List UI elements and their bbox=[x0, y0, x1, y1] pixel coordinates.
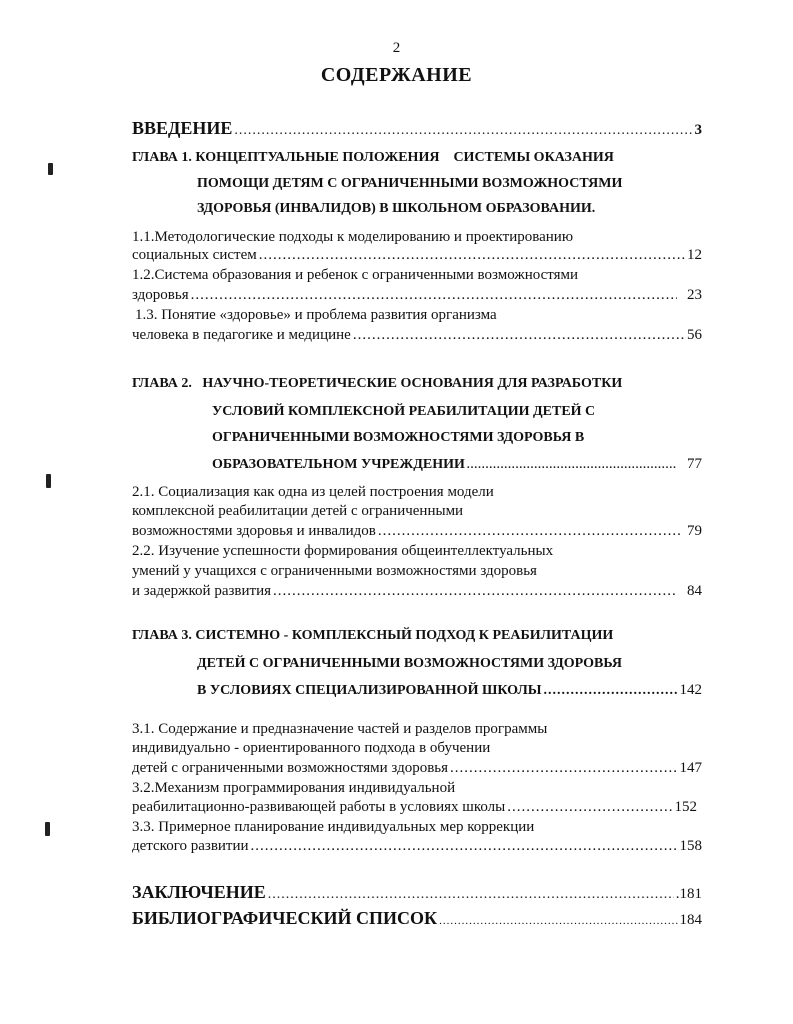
toc-entry-3-2[interactable] bbox=[132, 799, 697, 816]
toc-label: социальных систем bbox=[132, 247, 257, 263]
chapter-heading: ЗДОРОВЬЯ (ИНВАЛИДОВ) В ШКОЛЬНОМ ОБРАЗОВАНИИ. bbox=[197, 201, 596, 216]
chapter-heading[interactable]: ГЛАВА 1. КОНЦЕПТУАЛЬНЫЕ ПОЛОЖЕНИЯ СИСТЕМЫ ОКАЗАНИЯ bbox=[132, 150, 614, 165]
toc-page: 142 bbox=[679, 682, 702, 698]
toc-entry-1-1[interactable] bbox=[132, 247, 702, 264]
toc-page: 12 bbox=[687, 247, 702, 263]
toc-entry-chapter-3[interactable] bbox=[197, 682, 702, 699]
toc-entry-text[interactable]: 3.3. Примерное планирование индивидуальных мер коррекции bbox=[132, 819, 535, 835]
leader-dots bbox=[273, 583, 677, 600]
toc-entry-text[interactable]: 2.2. Изучение успешности формирования общеинтеллектуальных bbox=[132, 543, 554, 559]
toc-label: и задержкой развития bbox=[132, 583, 271, 599]
toc-entry-2-2[interactable] bbox=[132, 583, 702, 600]
toc-page: 147 bbox=[679, 760, 702, 776]
toc-entry-text[interactable]: 3.2.Механизм программирования индивидуальной bbox=[132, 780, 456, 796]
toc-entry-text[interactable]: 2.1. Социализация как одна из целей построения модели bbox=[132, 484, 494, 500]
toc-page: 23 bbox=[687, 287, 702, 303]
leader-dots bbox=[378, 523, 681, 540]
toc-entry-1-2[interactable] bbox=[132, 287, 702, 304]
chapter-heading: ПОМОЩИ ДЕТЯМ С ОГРАНИЧЕННЫМИ ВОЗМОЖНОСТЯМИ bbox=[197, 176, 623, 191]
leader-dots bbox=[251, 838, 678, 855]
toc-entry-bibliography[interactable] bbox=[132, 908, 702, 929]
leader-dots bbox=[259, 247, 685, 264]
toc-entry-text[interactable]: 1.3. Понятие «здоровье» и проблема развития организма bbox=[135, 307, 497, 323]
toc-entry-1-3[interactable] bbox=[132, 327, 702, 344]
leader-dots bbox=[191, 287, 677, 304]
toc-entry-chapter-2[interactable] bbox=[212, 456, 702, 473]
toc-page: .181 bbox=[675, 886, 702, 902]
chapter-heading: ОГРАНИЧЕННЫМИ ВОЗМОЖНОСТЯМИ ЗДОРОВЬЯ В bbox=[212, 430, 585, 445]
toc-entry-3-3[interactable] bbox=[132, 838, 702, 855]
page-title: СОДЕРЖАНИЕ bbox=[320, 64, 473, 86]
toc-entry-text: комплексной реабилитации детей с ограниченными bbox=[132, 503, 464, 519]
leader-dots bbox=[234, 123, 692, 139]
toc-label: ВВЕДЕНИЕ bbox=[132, 118, 233, 138]
toc-entry-text: индивидуально - ориентированного подхода в обучении bbox=[132, 740, 491, 756]
margin-mark bbox=[48, 163, 53, 175]
leader-dots bbox=[268, 887, 674, 903]
chapter-heading[interactable]: ГЛАВА 3. СИСТЕМНО - КОМПЛЕКСНЫЙ ПОДХОД К РЕАБИЛИТАЦИИ bbox=[132, 628, 614, 643]
margin-mark bbox=[45, 822, 50, 836]
leader-dots bbox=[450, 760, 677, 777]
toc-page: 152 bbox=[674, 799, 697, 815]
toc-label: детей с ограниченными возможностями здоровья bbox=[132, 760, 449, 776]
toc-entry-text[interactable]: 1.2.Система образования и ребенок с ограниченными возможностями bbox=[132, 267, 579, 283]
toc-page: 56 bbox=[687, 327, 702, 343]
toc-page: 184 bbox=[679, 912, 702, 928]
leader-dots bbox=[507, 799, 672, 816]
chapter-heading[interactable]: ГЛАВА 2. НАУЧНО-ТЕОРЕТИЧЕСКИЕ ОСНОВАНИЯ ДЛЯ РАЗРАБОТКИ bbox=[132, 376, 623, 391]
toc-label: ОБРАЗОВАТЕЛЬНОМ УЧРЕЖДЕНИИ bbox=[212, 457, 465, 472]
page-number: 2 bbox=[392, 40, 401, 56]
toc-label: реабилитационно-развивающей работы в условиях школы bbox=[132, 799, 506, 815]
toc-label: возможностями здоровья и инвалидов bbox=[132, 523, 376, 539]
toc-label: БИБЛИОГРАФИЧЕСКИЙ СПИСОК bbox=[132, 908, 438, 928]
toc-page: 84 bbox=[687, 583, 702, 599]
toc-entry-text[interactable]: 3.1. Содержание и предназначение частей и разделов программы bbox=[132, 721, 548, 737]
leader-dots bbox=[467, 459, 677, 471]
margin-mark bbox=[46, 474, 51, 488]
toc-page: 79 bbox=[687, 523, 702, 539]
toc-label: человека в педагогике и медицине bbox=[132, 327, 351, 343]
toc-page: 158 bbox=[679, 838, 702, 854]
toc-label: ЗАКЛЮЧЕНИЕ bbox=[132, 882, 266, 902]
leader-dots bbox=[544, 683, 678, 699]
toc-entry-text[interactable]: 1.1.Методологические подходы к моделированию и проектированию bbox=[132, 229, 574, 245]
toc-label: детского развитии bbox=[132, 838, 249, 854]
toc-entry-conclusion[interactable] bbox=[132, 882, 702, 903]
toc-page: 77 bbox=[687, 456, 702, 472]
toc-label: здоровья bbox=[132, 287, 189, 303]
chapter-heading: УСЛОВИЙ КОМПЛЕКСНОЙ РЕАБИЛИТАЦИИ ДЕТЕЙ С bbox=[212, 404, 596, 419]
leader-dots bbox=[353, 327, 685, 344]
toc-entry-3-1[interactable] bbox=[132, 760, 702, 777]
toc-entry-text: умений у учащихся с ограниченными возможностями здоровья bbox=[132, 563, 537, 579]
toc-page: 3 bbox=[694, 122, 702, 138]
chapter-heading: ДЕТЕЙ С ОГРАНИЧЕННЫМИ ВОЗМОЖНОСТЯМИ ЗДОРОВЬЯ bbox=[197, 656, 623, 671]
toc-entry-2-1[interactable] bbox=[132, 523, 702, 540]
toc-entry-intro[interactable] bbox=[132, 118, 702, 139]
toc-label: В УСЛОВИЯХ СПЕЦИАЛИЗИРОВАННОЙ ШКОЛЫ bbox=[197, 683, 542, 698]
leader-dots bbox=[439, 915, 677, 927]
